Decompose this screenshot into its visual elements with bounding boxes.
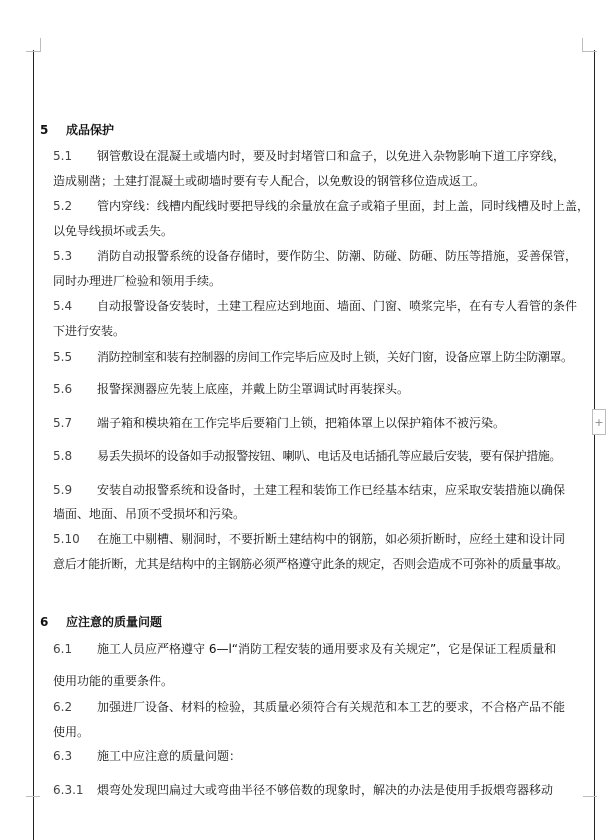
item-number: 5.5 [53,350,73,364]
item-5-9-cont [53,505,593,522]
item-text: 钢管敷设在混凝土或墙内时，要及时封堵管口和盒子，以免进入杂物影响下道工序穿线， [97,149,566,163]
item-5-2 [53,197,593,214]
section-number: 5 [40,123,49,137]
item-number: 6.3 [53,749,73,763]
item-text: 安装自动报警系统和设备时，土建工程和装饰工作已经基本结束，应采取安装措施以确保 [97,483,566,497]
item-5-10 [53,530,593,547]
item-text: 使用功能的重要条件。 [53,674,174,688]
item-6-2-cont [53,723,593,740]
section-5-heading [40,121,114,138]
item-text: 煨弯处发现凹扁过大或弯曲半径不够倍数的现象时，解决的办法是使用手扳煨弯器移动 [97,783,554,797]
item-text: 使用。 [53,725,90,739]
item-5-7 [53,414,593,431]
item-text: 意后才能折断，尤其是结构中的主钢筋必须严格遵守此条的规定，否则会造成不可弥补的质量事故。 [53,557,568,571]
expand-button[interactable]: + [592,409,606,435]
item-6-2 [53,698,593,715]
section-title: 应注意的质量问题 [66,615,163,629]
item-5-1 [53,147,593,164]
item-text: 同时办理进厂检验和领用手续。 [53,274,222,288]
item-5-4 [53,297,593,314]
item-number: 5.2 [53,199,73,213]
item-5-2-cont [53,222,593,239]
item-number: 5.1 [53,149,73,163]
item-5-6 [53,380,593,397]
document-page [33,50,595,840]
item-text: 施工中应注意的质量问题： [97,749,242,763]
item-6-3 [53,747,593,764]
item-text: 墙面、地面、吊顶不受损坏和污染。 [53,507,246,521]
section-title: 成品保护 [66,123,115,137]
item-5-5 [53,348,593,365]
item-number: 5.7 [53,416,73,430]
crop-mark-bottom-left-h [26,796,40,797]
section-number: 6 [40,615,49,629]
item-text: 施工人员应严格遵守 6—l“消防工程安装的通用要求及有关规定”，它是保证工程质量和 [97,642,557,656]
item-text: 以免导线损坏或丢失。 [53,224,174,238]
crop-mark-top-left-v [40,38,41,52]
item-number: 5.4 [53,299,73,313]
item-number: 5.9 [53,483,73,497]
item-text: 报警探测器应先装上底座，并戴上防尘罩调试时再装探头。 [97,382,410,396]
crop-mark-top-right-v [582,38,583,52]
item-number: 5.10 [53,532,80,546]
item-text: 易丢失损坏的设备如手动报警按钮、喇叭、电话及电话插孔等应最后安装，要有保护措施。 [97,449,562,463]
item-number: 5.6 [53,382,73,396]
item-5-8 [53,447,593,464]
item-text: 下进行安装。 [53,324,126,338]
item-number: 5.8 [53,449,73,463]
item-5-1-cont [53,172,593,189]
item-text: 消防控制室和装有控制器的房间工作完毕后应及时上锁，关好门窗，设备应罩上防尘防潮罩。 [97,350,573,364]
item-6-1-cont [53,672,593,689]
item-6-3-1 [53,781,593,798]
item-text: 加强进厂设备、材料的检验，其质量必须符合有关规范和本工艺的要求，不合格产品不能 [97,700,566,714]
item-text: 端子箱和模块箱在工作完毕后要箱门上锁，把箱体罩上以保护箱体不被污染。 [97,416,506,430]
item-5-10-cont [53,555,593,572]
item-5-4-cont [53,322,593,339]
item-5-3 [53,247,593,264]
item-text: 自动报警设备安装时，土建工程应达到地面、墙面、门窗、喷浆完毕，在有专人看管的条件 [97,299,578,313]
item-number: 6.1 [53,642,73,656]
item-number: 6.2 [53,700,73,714]
item-6-1 [53,640,593,657]
item-text: 造成剔凿；土建打混凝土或砌墙时要有专人配合，以免敷设的钢管移位造成返工。 [53,174,486,188]
crop-mark-top-left-h [26,51,40,52]
item-number: 6.3.1 [53,783,84,797]
item-text: 在施工中剔槽、剔洞时，不要折断土建结构中的钢筋，如必须折断时，应经土建和设计同 [97,532,566,546]
item-text: 管内穿线：线槽内配线时要把导线的余量放在盒子或箱子里面，封上盖，同时线槽及时上盖， [97,199,590,213]
section-6-heading [40,613,162,630]
item-5-3-cont [53,272,593,289]
item-text: 消防自动报警系统的设备存储时，要作防尘、防潮、防碰、防砸、防压等措施，妥善保管， [97,249,578,263]
crop-mark-top-right-h [583,51,597,52]
item-number: 5.3 [53,249,73,263]
item-5-9 [53,481,593,498]
